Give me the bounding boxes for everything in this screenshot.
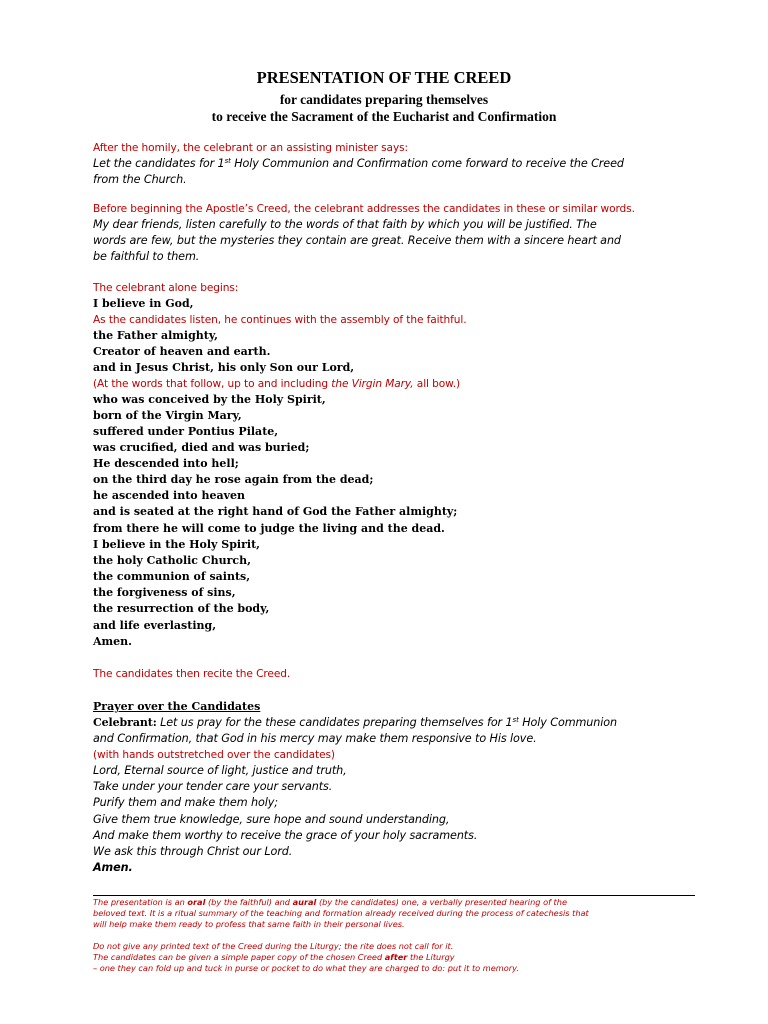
rubric-bow: (At the words that follow, up to and including the Virgin Mary, all bow.) [93,378,461,390]
creed-line: suffered under Pontius Pilate, [93,425,279,438]
subtitle-line-2: to receive the Sacrament of the Eucharist and Confirmation [211,109,557,124]
creed-line: I believe in God, [93,297,194,310]
creed-line: He descended into hell; [93,457,239,470]
rubric-homily: After the homily, the celebrant or an assisting minister says: [93,142,409,154]
creed-line: and in Jesus Christ, his only Son our Lord, [93,361,355,374]
creed-line: was crucified, died and was buried; [93,441,310,454]
creed-line: I believe in the Holy Spirit, [93,538,260,551]
creed-line: the Father almighty, [93,329,219,342]
rubric-recite: The candidates then recite the Creed. [93,668,291,680]
creed-line: the resurrection of the body, [93,602,270,615]
address-line: be faithful to them. [93,250,200,263]
creed-line: the communion of saints, [93,570,251,583]
page-title: PRESENTATION OF THE CREED [256,68,512,87]
prayer-intro-line-1: Celebrant: Let us pray for the these candidates preparing themselves for 1st Holy Communion [93,716,618,729]
call-forward-line-2: from the Church. [93,173,187,186]
creed-line: and is seated at the right hand of God the Father almighty; [93,505,458,518]
prayer-amen: Amen. [93,861,133,874]
rubric-assembly: As the candidates listen, he continues with the assembly of the faithful. [93,314,467,326]
rubric-hands: (with hands outstretched over the candidates) [93,749,335,761]
rubric-celebrant-begins: The celebrant alone begins: [93,282,239,294]
prayer-heading: Prayer over the Candidates [93,700,261,713]
prayer-line: Lord, Eternal source of light, justice and truth, [93,764,347,777]
prayer-line: We ask this through Christ our Lord. [93,845,293,858]
footnote-line: Do not give any printed text of the Creed during the Liturgy; the rite does not call for it. [93,941,454,951]
creed-line: Creator of heaven and earth. [93,345,271,358]
prayer-line: And make them worthy to receive the grace of your holy sacraments. [93,829,478,842]
prayer-line: Take under your tender care your servants. [93,780,333,793]
creed-line: born of the Virgin Mary, [93,409,242,422]
creed-line: and life everlasting, [93,619,217,632]
prayer-line: Purify them and make them holy; [93,796,278,809]
creed-line: the holy Catholic Church, [93,554,251,567]
creed-line: on the third day he rose again from the dead; [93,473,374,486]
prayer-intro-line-2: and Confirmation, that God in his mercy may make them responsive to His love. [93,732,537,745]
call-forward-line-1: Let the candidates for 1st Holy Communion and Confirmation come forward to receive the Creed [93,157,624,170]
address-line: words are few, but the mysteries they contain are great. Receive them with a sincere heart and [93,234,621,247]
creed-amen: Amen. [93,635,132,648]
footnote-divider [93,895,695,896]
address-line: My dear friends, listen carefully to the words of that faith by which you will be justified. The [93,218,597,231]
prayer-line: Give them true knowledge, sure hope and sound understanding, [93,813,450,826]
rubric-before-creed: Before beginning the Apostle’s Creed, the celebrant addresses the candidates in these or similar words. [93,203,635,215]
creed-line: the forgiveness of sins, [93,586,236,599]
creed-line: from there he will come to judge the living and the dead. [93,522,445,535]
creed-line: he ascended into heaven [93,489,245,502]
footnote-line: – one they can fold up and tuck in purse or pocket to do what they are charged to do: put it to memory. [93,963,519,973]
footnote-line: beloved text. It is a ritual summary of the teaching and formation already received during the process of catechesis that [93,908,589,918]
creed-line: who was conceived by the Holy Spirit, [93,393,326,406]
subtitle-line-1: for candidates preparing themselves [279,92,489,107]
footnote-line: The candidates can be given a simple paper copy of the chosen Creed after the Liturgy [93,952,455,962]
footnote-line: will help make them ready to profess that same faith in their personal lives. [93,919,405,929]
footnote-line: The presentation is an oral (by the faithful) and aural (by the candidates) one, a verbally presented hearing of the [93,897,567,907]
